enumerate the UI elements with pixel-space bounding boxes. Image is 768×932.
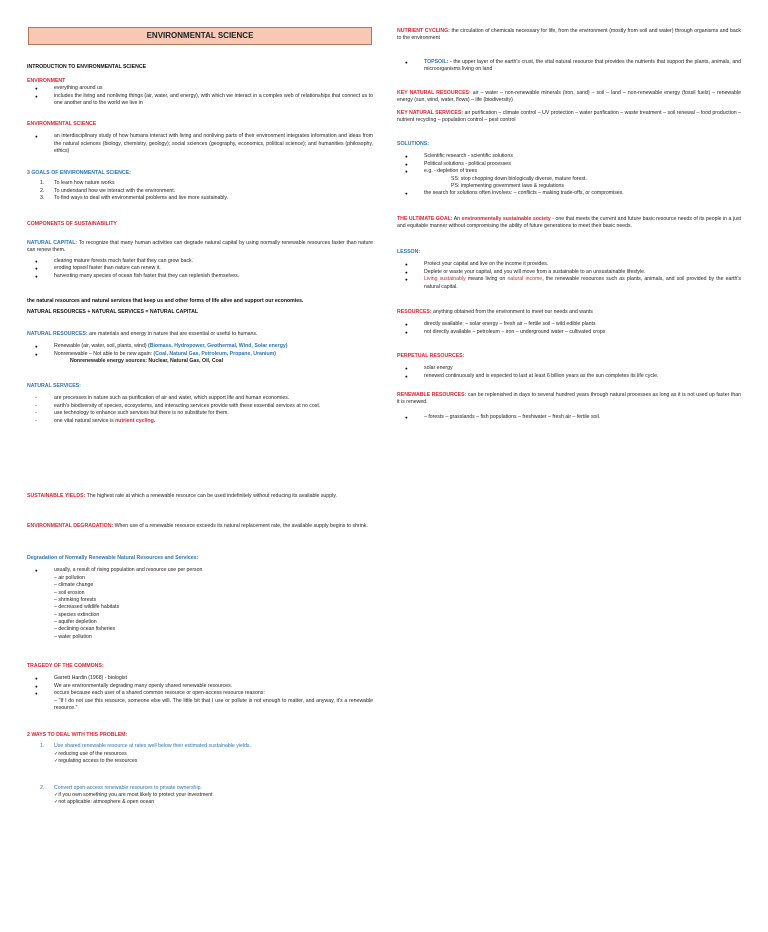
list-item: ● usually, a result of rising population and resource use per person – air pollution – climate change – soil erosion – shrinking forests – decreased wildlife habitats – species extinction – aquifer depletion – declining ocean fisheries – water pollution bbox=[27, 567, 373, 641]
list-item: ● not directly available – petroleum – iron – underground water – cultivated crops bbox=[397, 329, 741, 336]
degradation-heading: Degradation of Normally Renewable Natural Resources and Services: bbox=[27, 555, 199, 561]
tragedy-quote: – "If I do not use this resource, someone else will. The little bit that I use or pollute is not enough to matter, and anyway, it's a renewable resource." bbox=[54, 697, 373, 711]
list-item: ● Renewable (air, water, soil, plants, wind) (Biomass, Hydropower, Geothermal, Wind, Solar energy) bbox=[27, 343, 373, 350]
renewable-section bbox=[397, 392, 741, 421]
list-item: ● TOPSOIL: - the upper layer of the earth's crust, the vital natural resource that provides the nutrients that support the plants, animals, and microorganisms living on land bbox=[397, 59, 741, 74]
ways-section bbox=[27, 732, 373, 807]
list-item: ● clearing mature forests much faster that they can grow back. bbox=[27, 258, 373, 265]
tragedy-section bbox=[27, 663, 373, 712]
tragedy-list bbox=[27, 675, 373, 712]
list-item: - use technology to enhance such services but there is no substitute for them. bbox=[27, 410, 373, 417]
list-item: 1. To learn how nature works bbox=[40, 180, 115, 187]
list-item: ● Deplete or waste your capital, and you will move from a sustainable to an unsustainable lifestyle. bbox=[397, 269, 741, 276]
topsoil-list bbox=[397, 59, 741, 74]
degradation-item: – declining ocean fisheries bbox=[54, 626, 116, 633]
list-item: ● We are environmentally degrading many openly shared renewable resources. bbox=[27, 683, 373, 690]
list-item: - one vital natural service is nutrient cycling. bbox=[27, 418, 373, 425]
document-title: ENVIRONMENTAL SCIENCE bbox=[28, 27, 372, 45]
natural-resources-line: the natural resources and natural services that keep us and other forms of life alive and support our economies. bbox=[27, 298, 304, 304]
lesson-section bbox=[397, 249, 741, 291]
degradation-item: – shrinking forests bbox=[54, 596, 97, 603]
natural-services-section bbox=[27, 383, 373, 425]
degradation-item: – soil erosion bbox=[54, 589, 85, 596]
renewable-definition: RENEWABLE RESOURCES: can be replenished in days to several hundred years through natural processes as long as it is not used up faster than it is renewed. bbox=[397, 392, 741, 406]
list-item: 2. To understand how we interact with the environment. bbox=[40, 187, 176, 194]
list-item: 3. To find ways to deal with environmental problems and live more sustainably. bbox=[40, 195, 229, 202]
environmental-degradation: ENVIRONMENTAL DEGRADATION: When use of a renewable resource exceeds its natural replacement rate, the available supply begins to shrink. bbox=[27, 523, 368, 529]
degradation-item: – decreased wildlife habitats bbox=[54, 604, 120, 611]
ways-heading: 2 WAYS TO DEAL WITH THIS PROBLEM: bbox=[27, 732, 128, 738]
environment-list bbox=[27, 85, 373, 107]
intro-heading: INTRODUCTION TO ENVIRONMENTAL SCIENCE bbox=[27, 64, 147, 70]
natural-capital-section bbox=[27, 240, 373, 280]
solutions-heading: SOLUTIONS: bbox=[397, 141, 429, 147]
list-item: ● everything around us bbox=[27, 85, 373, 92]
degradation-item: – aquifer depletion bbox=[54, 619, 97, 625]
key-natural-resources: KEY NATURAL RESOURCES: air – water – non-renewable minerals (iron, sand) – soil – land – non-renewable energy (fossil fuels) – renewable energy (sun, wind, water, flows) – life (biodiversity) bbox=[397, 90, 741, 104]
natural-services-heading: NATURAL SERVICES: bbox=[27, 383, 81, 389]
list-item: - are processes in nature such as purification of air and water, which support life and human economies. bbox=[27, 395, 373, 402]
list-item: ● Garrett Hardin (1968) - biologist bbox=[27, 675, 373, 682]
degradation-section bbox=[27, 555, 373, 641]
key-natural-services: KEY NATURAL SERVICES: air purification – climate control – UV protection – water purification – waste treatment – soil renewal – food production – nutrient recycling – population control – pest control bbox=[397, 110, 741, 124]
list-item: ● harvesting many species of ocean fish faster that they can replenish themselves. bbox=[27, 273, 373, 280]
degradation-item: – air pollution bbox=[54, 574, 85, 581]
resources-definition: RESOURCES: anything obtained from the environment to meet our needs and wants bbox=[397, 309, 593, 315]
topsoil-section bbox=[397, 59, 741, 74]
env-science-heading: ENVIRONMENTAL SCIENCE bbox=[27, 121, 97, 127]
ways-list bbox=[27, 743, 373, 806]
nonrenewable-sources: Nonrenewable energy sources: Nuclear, Natural Gas, Oil, Coal bbox=[70, 358, 224, 365]
list-item: ● Nonrenewable – Not able to be new again: (Coal, Natural Gas, Petroleum, Propane, Uranium) bbox=[27, 351, 373, 358]
natural-resources-definition: NATURAL RESOURCES: are materials and energy in nature that are essential or useful to humans. bbox=[27, 331, 258, 337]
environment-section bbox=[27, 78, 373, 108]
env-science-list bbox=[27, 133, 373, 155]
sustainable-yields: SUSTAINABLE YIELDS: The highest rate at which a renewable resource can be used indefinitely without reducing its available supply. bbox=[27, 493, 337, 499]
solution-ps: PS: implementing government laws & regulations bbox=[451, 182, 565, 189]
lesson-heading: LESSON: bbox=[397, 249, 421, 255]
goals-heading: 3 GOALS OF ENVIRONMENTAL SCIENCE: bbox=[27, 170, 131, 176]
natural-capital-list bbox=[27, 258, 373, 280]
goals-section bbox=[27, 170, 373, 203]
components-heading: COMPONENTS OF SUSTAINABILITY bbox=[27, 221, 117, 227]
renewable-list bbox=[397, 414, 741, 421]
environment-heading: ENVIRONMENT bbox=[27, 78, 66, 84]
list-item: ● Scientific research - scientific solutions bbox=[397, 153, 741, 160]
nutrient-cycling: NUTRIENT CYCLING: the circulation of chemicals necessary for life, from the environment (mostly from soil and water) through organisms and back to the environment bbox=[397, 28, 741, 42]
list-item: ● renewed continuously and is expected to last at least 6 billion years as the sun completes its life cycle. bbox=[397, 373, 741, 380]
resources-section bbox=[397, 309, 741, 336]
natural-capital-definition: NATURAL CAPITAL: To recognize that many human activities can degrade natural capital by using normally renewable resources faster than nature can renew them. bbox=[27, 240, 373, 254]
list-item: 2. Convert open-access renewable resources to private ownership. ✓if you own something you are most likely to protect your investment ✓not applicable: atmosphere & open ocean bbox=[40, 784, 213, 806]
natural-services-list bbox=[27, 395, 373, 425]
solutions-section bbox=[397, 141, 741, 198]
perpetual-section bbox=[397, 353, 741, 380]
capital-formula: NATURAL RESOURCES + NATURAL SERVICES = NATURAL CAPITAL bbox=[27, 309, 199, 315]
natural-resources-list bbox=[27, 343, 373, 358]
tragedy-heading: TRAGEDY OF THE COMMONS: bbox=[27, 663, 104, 669]
degradation-item: – species extinction bbox=[54, 611, 100, 618]
list-item: ● Political solutions - political processes bbox=[397, 161, 741, 168]
ultimate-goal: THE ULTIMATE GOAL: An environmentally sustainable society - one that meets the current and future basic resource needs of its people in a just and equitable manner without compromising the ability of future generations to meet their basic needs. bbox=[397, 216, 741, 230]
resources-list bbox=[397, 321, 741, 336]
perpetual-list bbox=[397, 365, 741, 380]
perpetual-heading: PERPETUAL RESOURCES: bbox=[397, 353, 465, 359]
env-science-section bbox=[27, 121, 373, 156]
list-item: - earth's biodiversity of species, ecosystems, and interacting services provide with these essential services at no cost. bbox=[27, 403, 373, 410]
degradation-item: – climate change bbox=[54, 582, 94, 589]
list-item: ● Living sustainably means living on natural income, the renewable resources such as plants, animals, and soil provided by the earth's natural capital. bbox=[397, 276, 741, 291]
natural-resources-section bbox=[27, 331, 373, 366]
list-item: ● solar energy bbox=[397, 365, 741, 372]
list-item: ● an interdisciplinary study of how humans interact with living and nonliving parts of their environment integrates information and ideas from the natural sciences (biology, chemistry, geology); social sciences (geography, economics, political science); and humanities (philosophy, ethics) bbox=[27, 133, 373, 155]
list-item: ● occurs because each user of a shared common resource or open-access resource reasons: – "If I do not use this resource, someone else will. The little bit that I use or pollute is not enough to matter, and anyway, it's a renewable resource." bbox=[27, 690, 373, 712]
solutions-list bbox=[397, 153, 741, 197]
lesson-list bbox=[397, 261, 741, 291]
list-item: ● e.g. - depletion of trees SS: stop chopping down biologically diverse, mature forest. PS: implementing government laws & regulations bbox=[397, 168, 741, 190]
solution-ss: SS: stop chopping down biologically diverse, mature forest. bbox=[451, 175, 587, 182]
list-item: ● eroding topsoil faster than nature can renew it. bbox=[27, 265, 373, 272]
list-item: ● directly available: – solar energy – fresh air – fertile soil – wild edible plants bbox=[397, 321, 741, 328]
degradation-item: – water pollution bbox=[54, 633, 92, 640]
list-item: ● – forests – grasslands – fish populations – freshwater – fresh air – fertile soil. bbox=[397, 414, 741, 421]
degradation-list bbox=[27, 567, 373, 641]
list-item: ● includes the living and nonliving things (air, water, and energy), with which we interact in a complex web of relationships that connect us to one another and to the world we live in bbox=[27, 93, 373, 108]
goals-list bbox=[27, 180, 373, 202]
list-item: ● Protect your capital and live on the income it provides. bbox=[397, 261, 741, 268]
list-item: ● the search for solutions often involves: – conflicts – making trade-offs, or compromises. bbox=[397, 190, 741, 197]
list-item: 1. Use shared renewable resource at rates well below their estimated sustainable yields. ✓reducing use of the resources ✓regulating access to the resources bbox=[40, 743, 251, 765]
